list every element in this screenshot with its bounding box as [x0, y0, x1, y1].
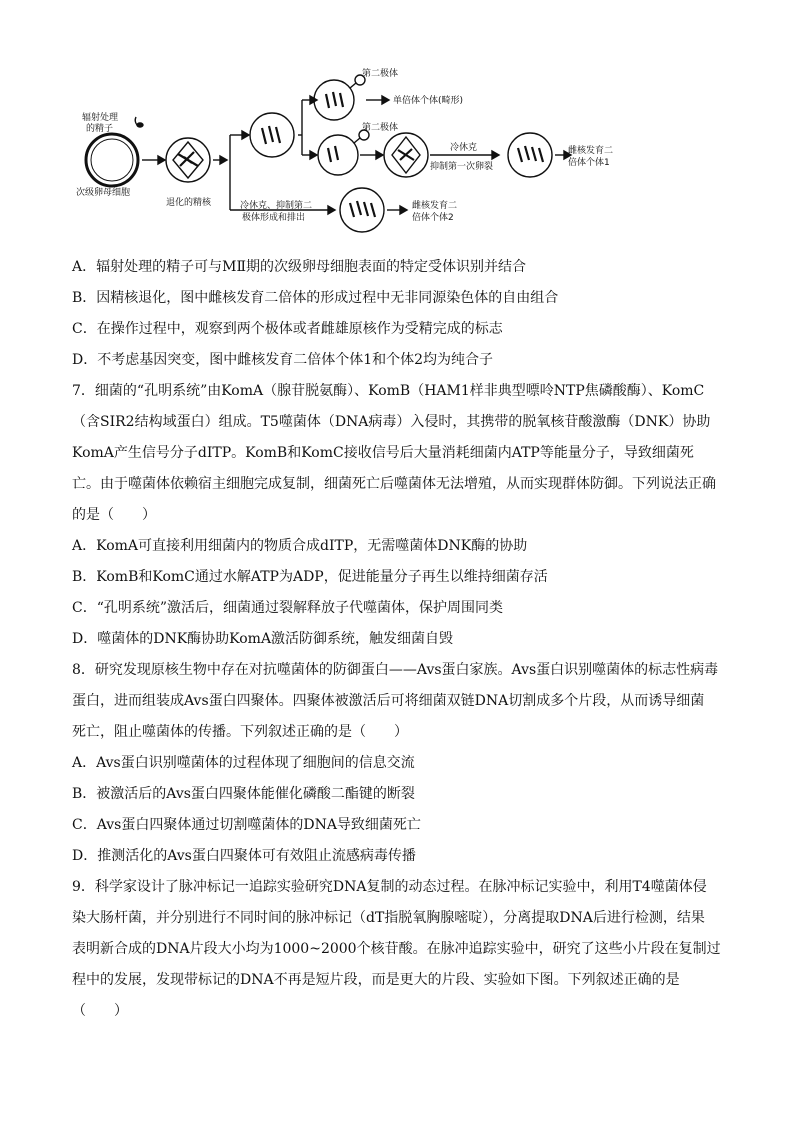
- q7-stem-line: （含SIR2结构域蛋白）组成。T5噬菌体（DNA病毒）入侵时，其携带的脱氧核苷酸激酶（DNK）协助: [72, 414, 711, 430]
- q8-option-b: B．被激活后的Avs蛋白四聚体能催化磷酸二酯键的断裂: [72, 786, 415, 802]
- q8-option-d: D．推测活化的Avs蛋白四聚体可有效阻止流感病毒传播: [72, 848, 416, 864]
- question-text: [72, 252, 732, 1027]
- svg-text:极体形成和排出: 极体形成和排出: [242, 213, 306, 223]
- diploid2-cell: [340, 188, 384, 232]
- q6-option-c: C．在操作过程中，观察到两个极体或者雌雄原核作为受精完成的标志: [72, 321, 503, 337]
- q8-stem-line: 死亡，阻止噬菌体的传播。下列叙述正确的是（ ）: [72, 724, 408, 740]
- q8-option-c: C．Avs蛋白四聚体通过切割噬菌体的DNA导致细菌死亡: [72, 817, 421, 833]
- q7-stem-line: KomA产生信号分子dITP。KomB和KomC接收信号后大量消耗细菌内ATP等能量分子，导致细菌死: [72, 445, 694, 461]
- svg-text:倍体个体2: 倍体个体2: [412, 213, 454, 223]
- label-cold-shock: 冷休克、抑制第二: [240, 201, 313, 211]
- label-diploid2: 雌核发育二: [412, 201, 458, 211]
- q7-option-a: A．KomA可直接利用细菌内的物质合成dITP，无需噬菌体DNK酶的协助: [72, 538, 528, 554]
- q6-option-d: D．不考虑基因突变，图中雌核发育二倍体个体1和个体2均为纯合子: [72, 352, 494, 368]
- label-haploid: 单倍体个体(畸形): [393, 96, 464, 106]
- q7-stem-line: 亡。由于噬菌体依赖宿主细胞完成复制，细菌死亡后噬菌体无法增殖，从而实现群体防御。下列说法正确: [72, 476, 716, 492]
- svg-text:的精子: 的精子: [86, 124, 114, 134]
- label-irradiated-sperm: 辐射处理: [82, 113, 119, 123]
- q7-option-d: D．噬菌体的DNK酶协助KomA激活防御系统，触发细菌自毁: [72, 631, 454, 647]
- q9-stem-line: 染大肠杆菌，并分别进行不同时间的脉冲标记（dT指脱氧胸腺嘧啶），分离提取DNA后进行检测，结果: [72, 910, 705, 926]
- q6-option-b: B．因精核退化，图中雌核发育二倍体的形成过程中无非同源染色体的自由组合: [72, 290, 559, 306]
- q9-stem-line: 程中的发展，发现带标记的DNA不再是短片段，而是更大的片段、实验如下图。下列叙述正确的是: [72, 972, 680, 988]
- q7-option-b: B．KomB和KomC通过水解ATP为ADP，促进能量分子再生以维持细菌存活: [72, 569, 548, 585]
- q9-stem-line: （ ）: [72, 1003, 128, 1019]
- label-degenerated-nucleus: 退化的精核: [166, 198, 212, 208]
- diploid1-cell: [508, 133, 552, 177]
- label-second-polar-body-mid: 第二极体: [362, 123, 399, 133]
- label-secondary-oocyte: 次级卵母细胞: [76, 188, 131, 198]
- oocyte-development-diagram: [70, 62, 640, 247]
- svg-text:抑制第一次卵裂: 抑制第一次卵裂: [430, 162, 494, 172]
- q7-option-c: C．“孔明系统”激活后，细菌通过裂解释放子代噬菌体，保护周围同类: [72, 600, 504, 616]
- label-diploid1: 雌核发育二: [568, 146, 614, 156]
- q9-stem-line: 9．科学家设计了脉冲标记一追踪实验研究DNA复制的动态过程。在脉冲标记实验中，利用T4噬菌体侵: [72, 879, 707, 895]
- q9-stem-line: 表明新合成的DNA片段大小均为1000~2000个核苷酸。在脉冲追踪实验中，研究了这些小片段在复制过: [72, 941, 721, 957]
- q6-option-a: A．辐射处理的精子可与MⅡ期的次级卵母细胞表面的特定受体识别并结合: [72, 259, 526, 275]
- sperm-icon: [137, 123, 143, 127]
- q8-stem-line: 蛋白，进而组装成Avs蛋白四聚体。四聚体被激活后可将细菌双链DNA切割成多个片段，从而诱导细菌: [72, 693, 705, 709]
- q7-stem-line: 的是（ ）: [72, 507, 156, 523]
- q7-stem-line: 7．细菌的“孔明系统”由KomA（腺苷脱氨酶）、KomB（HAM1样非典型嘌呤NTP焦磷酸酶）、KomC: [72, 383, 705, 399]
- label-second-polar-body-top: 第二极体: [362, 69, 399, 79]
- svg-text:倍体个体1: 倍体个体1: [568, 158, 610, 168]
- label-colchicine: 冷休克: [450, 143, 478, 153]
- q8-stem-line: 8．研究发现原核生物中存在对抗噬菌体的防御蛋白——Avs蛋白家族。Avs蛋白识别噬菌体的标志性病毒: [72, 662, 719, 678]
- q8-option-a: A．Avs蛋白识别噬菌体的过程体现了细胞间的信息交流: [72, 755, 415, 771]
- secondary-oocyte-cell: [86, 134, 138, 186]
